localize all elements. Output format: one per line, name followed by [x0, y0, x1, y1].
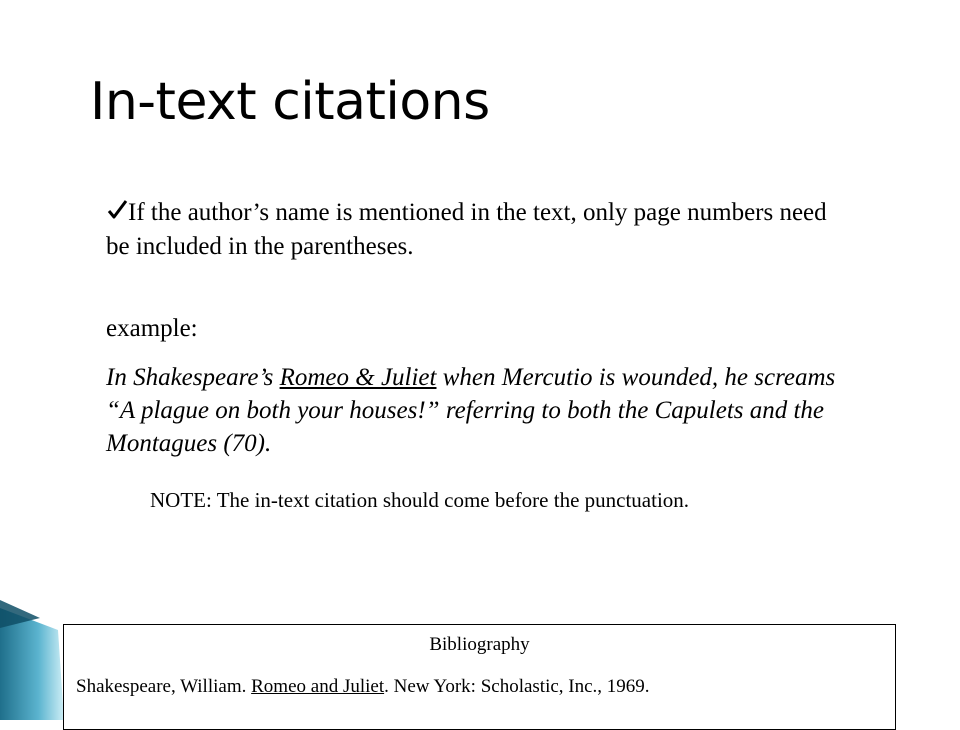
- example-text: [106, 361, 846, 460]
- bullet-point: [106, 196, 846, 264]
- bibliography-entry-before: Shakespeare, William.: [76, 676, 252, 697]
- corner-decoration: [0, 600, 70, 720]
- example-text-before: In Shakespeare’s: [106, 364, 280, 391]
- bibliography-heading: Bibliography: [429, 634, 530, 655]
- bibliography-entry-after: . New York: Scholastic, Inc., 1969.: [384, 676, 650, 697]
- note-text: NOTE: The in-text citation should come before the punctuation.: [150, 488, 690, 512]
- example-label: example:: [106, 315, 198, 342]
- example-work-title: Romeo & Juliet: [279, 364, 437, 391]
- bibliography-box: [63, 624, 896, 730]
- example-text-after: when Mercutio is wounded, he screams “A plague on both your houses!” referring to both the Capulets and the Montagues (70).: [106, 364, 836, 457]
- bibliography-entry: [76, 675, 650, 699]
- bullet-text: If the author’s name is mentioned in the text, only page numbers need be included in the parentheses.: [106, 199, 827, 260]
- bibliography-entry-title: Romeo and Juliet: [251, 676, 385, 697]
- slide-title: In-text citations: [90, 72, 490, 132]
- checkmark-icon: [106, 199, 128, 221]
